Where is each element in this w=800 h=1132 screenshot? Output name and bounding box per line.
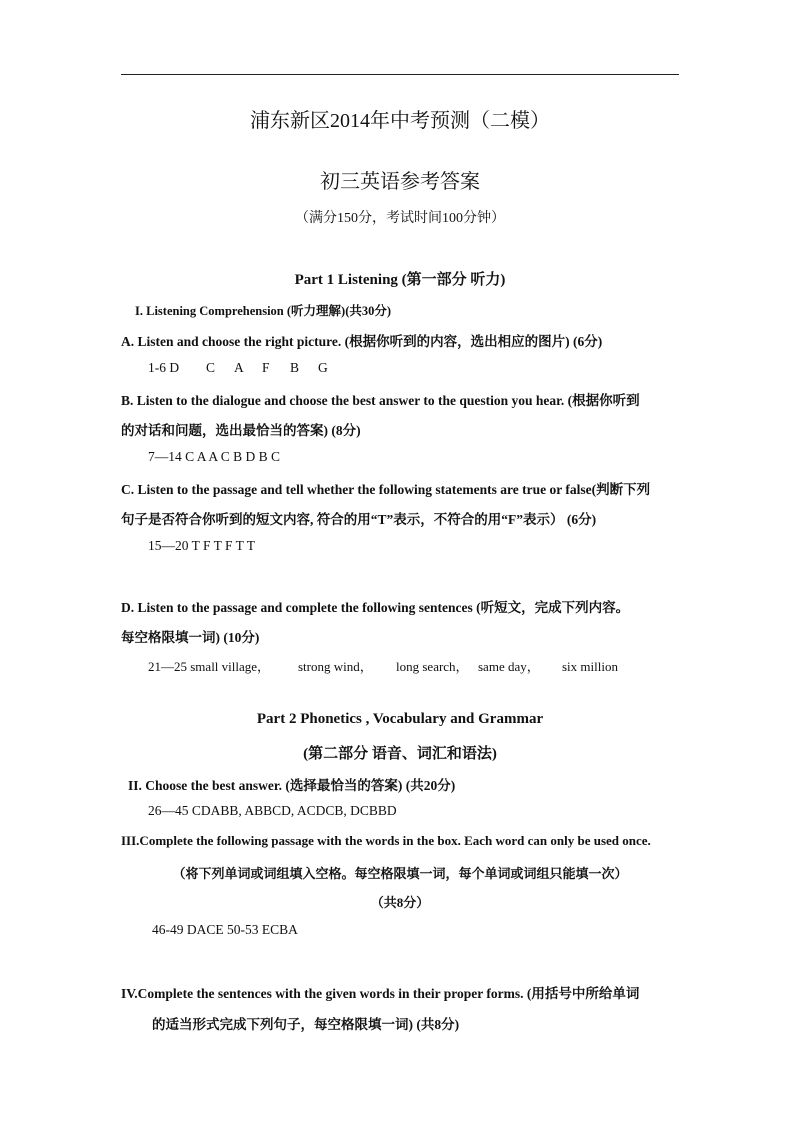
- part2-heading: Part 2 Phonetics , Vocabulary and Grammar: [256, 711, 544, 727]
- page-title: 浦东新区2014年中考预测（二模）: [250, 110, 550, 132]
- section-c-answers: 15—20 T F T F T T: [148, 538, 256, 553]
- section-b-label-1: B. Listen to the dialogue and choose the best answer to the question you hear. (根据你听到: [121, 393, 640, 408]
- section1-heading: I. Listening Comprehension (听力理解)(共30分): [135, 304, 392, 318]
- section-b-answers: 7—14 C A A C B D B C: [148, 449, 281, 464]
- part1-heading: Part 1 Listening (第一部分 听力): [294, 272, 506, 288]
- answer-item: same day，: [478, 659, 540, 674]
- section-d-answers: [148, 656, 618, 675]
- answer-item: strong wind，: [298, 659, 373, 674]
- answer-item: 21—25 small village，: [148, 659, 271, 674]
- section3-note: （将下列单词或词组填入空格。每空格限填一词，每个单词或词组只能填一次）: [172, 866, 628, 881]
- section2-answers: 26—45 CDABB, ABBCD, ACDCB, DCBBD: [148, 803, 397, 818]
- section4-label-1: IV.Complete the sentences with the given words in their proper forms. (用括号中所给单词: [121, 986, 640, 1001]
- score-time-note: （满分150分，考试时间100分钟）: [295, 211, 505, 226]
- section-c-label-1: C. Listen to the passage and tell whether the following statements are true or false(判断下列: [121, 482, 651, 497]
- section-d-label-1: D. Listen to the passage and complete the following sentences (听短文，完成下列内容。: [121, 600, 630, 615]
- section-c-label-2: 句子是否符合你听到的短文内容, 符合的用“T”表示，不符合的用“F”表示） (6分): [121, 512, 597, 527]
- section4-label-2: 的适当形式完成下列句子，每空格限填一词) (共8分): [152, 1017, 460, 1032]
- answer-item: C: [206, 360, 216, 375]
- answer-item: F: [262, 360, 270, 375]
- answer-item: long search，: [396, 659, 469, 674]
- section-d-label-2: 每空格限填一词) (10分): [121, 630, 260, 645]
- section2-label: II. Choose the best answer. (选择最恰当的答案) (共20分): [128, 778, 456, 793]
- section3-answers: 46-49 DACE 50-53 ECBA: [152, 922, 298, 937]
- section-a-answers: [148, 360, 328, 376]
- section-a-label: A. Listen and choose the right picture. (根据你听到的内容，选出相应的图片) (6分): [121, 334, 603, 349]
- section3-points: （共8分）: [370, 895, 430, 910]
- section-b-label-2: 的对话和问题，选出最恰当的答案) (8分): [121, 423, 361, 438]
- answer-item: B: [290, 360, 300, 375]
- answer-item: six million: [562, 659, 618, 674]
- answer-item: 1-6 D: [148, 360, 180, 375]
- answer-item: G: [318, 360, 328, 375]
- answer-item: A: [234, 360, 244, 375]
- part2-heading-cn: (第二部分 语音、词汇和语法): [303, 746, 497, 762]
- page-subtitle: 初三英语参考答案: [320, 171, 480, 193]
- top-rule: [121, 74, 679, 75]
- section3-label: III.Complete the following passage with the words in the box. Each word can only be used once.: [121, 833, 651, 848]
